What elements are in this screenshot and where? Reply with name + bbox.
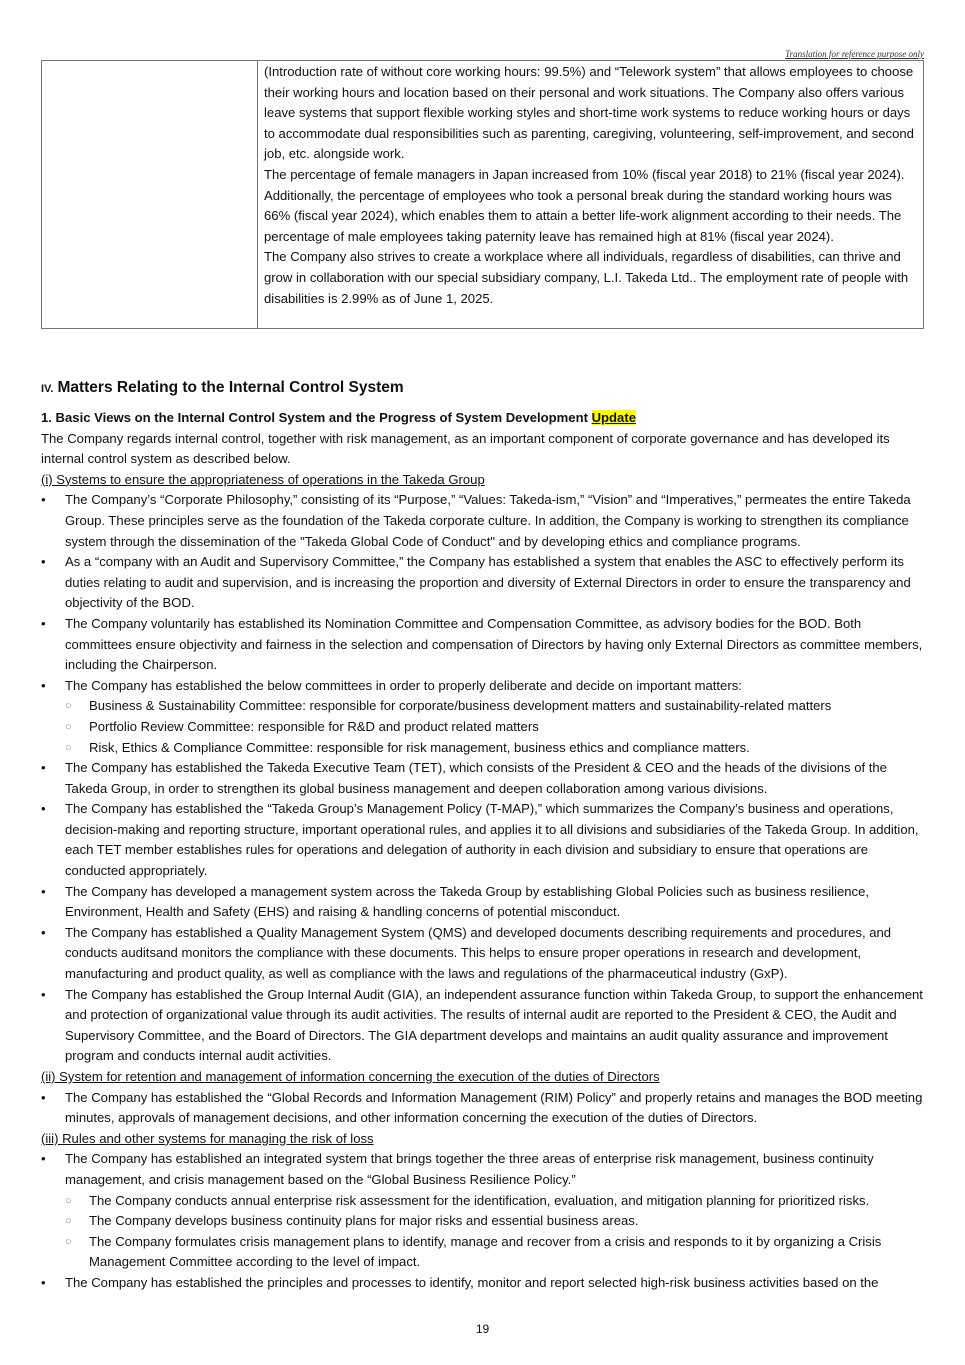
table-label-cell [42, 61, 258, 328]
list-item [41, 985, 924, 1067]
sub-list-item-text: Business & Sustainability Committee: responsible for corporate/business development matters and sustainability-related matters [89, 698, 832, 714]
sub-list-item-text: The Company formulates crisis management plans to identify, manage and recover from a crisis and responds to it by organizing a Crisis Management Committee according to the level of impact. [89, 1233, 882, 1270]
section-number: IV. [41, 383, 54, 395]
sub-list-item [41, 1232, 924, 1273]
list-item-text: The Company has established the principles and processes to identify, monitor and report selected high-risk business activities based on the [65, 1274, 879, 1290]
list-item-text: The Company has established a Quality Management System (QMS) and developed documents describing requirements and procedures, and conducts auditsand monitors the compliance with these documents. This helps to ensure proper operations in research and development, manufacturing and product quality, as well as compliance with the laws and regulations of the pharmaceutical industry (GxP). [65, 924, 892, 982]
list-item-text: The Company’s “Corporate Philosophy,” consisting of its “Purpose,” “Values: Takeda-ism,” “Vision” and “Imperatives,” permeates the entire Takeda Group. These principles serve as the foundation of the Takeda corporate culture. In addition, the Company is working to strengthen its compliance system through the dissemination of the "Takeda Global Code of Conduct" and by developing ethics and compliance programs. [65, 492, 911, 549]
section-heading [41, 376, 924, 401]
update-badge: Update [591, 410, 636, 425]
list-item-text: The Company has established the Takeda Executive Team (TET), which consists of the President & CEO and the heads of the divisions of the Takeda Group, in order to strengthen its global business management and deepen collaboration among various divisions. [65, 760, 887, 796]
bullet-icon: • [41, 615, 46, 631]
sub-list-item-text: Risk, Ethics & Compliance Committee: responsible for risk management, business ethics and compliance matters. [89, 739, 750, 755]
list-item [41, 490, 924, 552]
bullet-icon: • [41, 986, 46, 1002]
circle-bullet-icon: ○ [65, 1235, 72, 1248]
circle-bullet-icon: ○ [65, 741, 72, 754]
sub-list-item-text: The Company develops business continuity plans for major risks and essential business areas. [89, 1213, 639, 1229]
intro-paragraph: The Company regards internal control, together with risk management, as an important component of corporate governance and has developed its internal control system as described below. [41, 430, 890, 467]
circle-bullet-icon: ○ [65, 720, 72, 733]
bullet-icon: • [41, 1151, 46, 1167]
groups-container [41, 470, 924, 1294]
list-item [41, 923, 924, 985]
bullet-icon: • [41, 760, 46, 776]
sub-list-item-text: The Company conducts annual enterprise risk assessment for the identification, evaluation, and mitigation planning for prioritized risks. [89, 1192, 870, 1208]
table-paragraph: (Introduction rate of without core working hours: 99.5%) and “Telework system” that allows employees to choose their working hours and location based on their personal and work situations. The Company also offers various leave systems that support flexible working styles and short-time work systems to reduce working hours or days to accommodate dual responsibilities such as parenting, caregiving, volunteering, self-improvement, and second job, etc. alongside work. [264, 64, 914, 162]
list-item-text: The Company has established an integrated system that brings together the three areas of enterprise risk management, business continuity management, and crisis management based on the “Global Business Resilience Policy.” [65, 1151, 874, 1187]
bullet-icon: • [41, 1274, 46, 1290]
bullet-icon: • [41, 492, 46, 508]
subsection-title: 1. Basic Views on the Internal Control System and the Progress of System Development [41, 410, 588, 425]
list-item [41, 1273, 924, 1294]
list-item [41, 676, 924, 697]
bullet-icon: • [41, 924, 46, 940]
list-item-text: As a “company with an Audit and Supervisory Committee,” the Company has established a system that enables the ASC to effectively perform its duties relating to audit and supervision, and is increasing the proportion and diversity of External Directors in order to ensure the transparency and objectivity of the BOD. [65, 554, 911, 611]
section-title: Matters Relating to the Internal Control System [57, 379, 404, 396]
list-item [41, 614, 924, 676]
internal-control-section [41, 376, 924, 1294]
circle-bullet-icon: ○ [65, 700, 72, 713]
table-paragraph: The percentage of female managers in Japan increased from 10% (fiscal year 2018) to 21% (fiscal year 2024). Additionally, the percentage of employees who took a personal break during the standard working hours was 66% (fiscal year 2024), which enables them to attain a better life-work alignment according to their needs. The percentage of male employees taking paternity leave has remained high at 81% (fiscal year 2024). [264, 166, 905, 244]
bullet-icon: • [41, 1089, 46, 1105]
list-item [41, 799, 924, 881]
list-item [41, 882, 924, 923]
list-item-text: The Company has established the Group Internal Audit (GIA), an independent assurance function within Takeda Group, to support the enhancement and protection of organizational value through its audit activities. The results of internal audit are reported to the President & CEO, the Audit and Supervisory Committee, and the Board of Directors. The GIA department develops and maintains an audit quality assurance and improvement program and conducts internal audit activities. [65, 986, 923, 1064]
sub-list-item [41, 696, 924, 717]
list-item [41, 758, 924, 799]
page-number: 19 [475, 1322, 490, 1336]
sub-list-item [41, 717, 924, 738]
list-item [41, 1088, 924, 1129]
table-content-cell [258, 61, 923, 328]
list-item-text: The Company voluntarily has established its Nomination Committee and Compensation Committee, as advisory bodies for the BOD. Both committees ensure objectivity and fairness in the selection and compensation of Directors by having only External Directors as committee members, including the Chairperson. [65, 615, 923, 673]
bullet-icon: • [41, 677, 46, 693]
diversity-table [41, 60, 924, 329]
bullet-icon: • [41, 883, 46, 899]
list-item-text: The Company has established the “Takeda Group’s Management Policy (T-MAP),” which summarizes the Company’s business and operations, decision-making and reporting structure, important operational rules, and applies it to all divisions and subsidiaries of the Takeda Group. In addition, each TET member establishes rules for operations and delegation of authority in each division and subsidiary to ensure that operations are conducted appropriately. [65, 801, 919, 879]
list-item-text: The Company has established the below committees in order to properly deliberate and decide on important matters: [65, 677, 742, 693]
sub-list-item [41, 1191, 924, 1212]
list-item-text: The Company has developed a management system across the Takeda Group by establishing Global Policies such as business resilience, Environment, Health and Safety (EHS) and raising & handling concerns of potential misconduct. [65, 883, 870, 920]
circle-bullet-icon: ○ [65, 1194, 72, 1207]
bullet-icon: • [41, 554, 46, 570]
group-heading: (i) Systems to ensure the appropriateness of operations in the Takeda Group [41, 471, 485, 487]
list-item-text: The Company has established the “Global Records and Information Management (RIM) Policy” and properly retains and manages the BOD meeting minutes, approvals of management decisions, and other information concerning the execution of the duties of Directors. [65, 1089, 923, 1126]
sub-list-item [41, 738, 924, 759]
table-paragraph: The Company also strives to create a workplace where all individuals, regardless of disabilities, can thrive and grow in collaboration with our special subsidiary company, L.I. Takeda Ltd.. The employment rate of people with disabilities is 2.99% as of June 1, 2025. [264, 249, 909, 306]
circle-bullet-icon: ○ [65, 1215, 72, 1228]
group-heading: (ii) System for retention and management of information concerning the execution of the duties of Directors [41, 1069, 660, 1084]
list-item [41, 1149, 924, 1190]
translation-note: Translation for reference purpose only [785, 49, 924, 59]
sub-list-item-text: Portfolio Review Committee: responsible for R&D and product related matters [89, 718, 539, 734]
list-item [41, 552, 924, 614]
bullet-icon: • [41, 801, 46, 817]
sub-list-item [41, 1211, 924, 1232]
group-heading: (iii) Rules and other systems for managing the risk of loss [41, 1130, 374, 1146]
subsection-heading [41, 408, 924, 429]
